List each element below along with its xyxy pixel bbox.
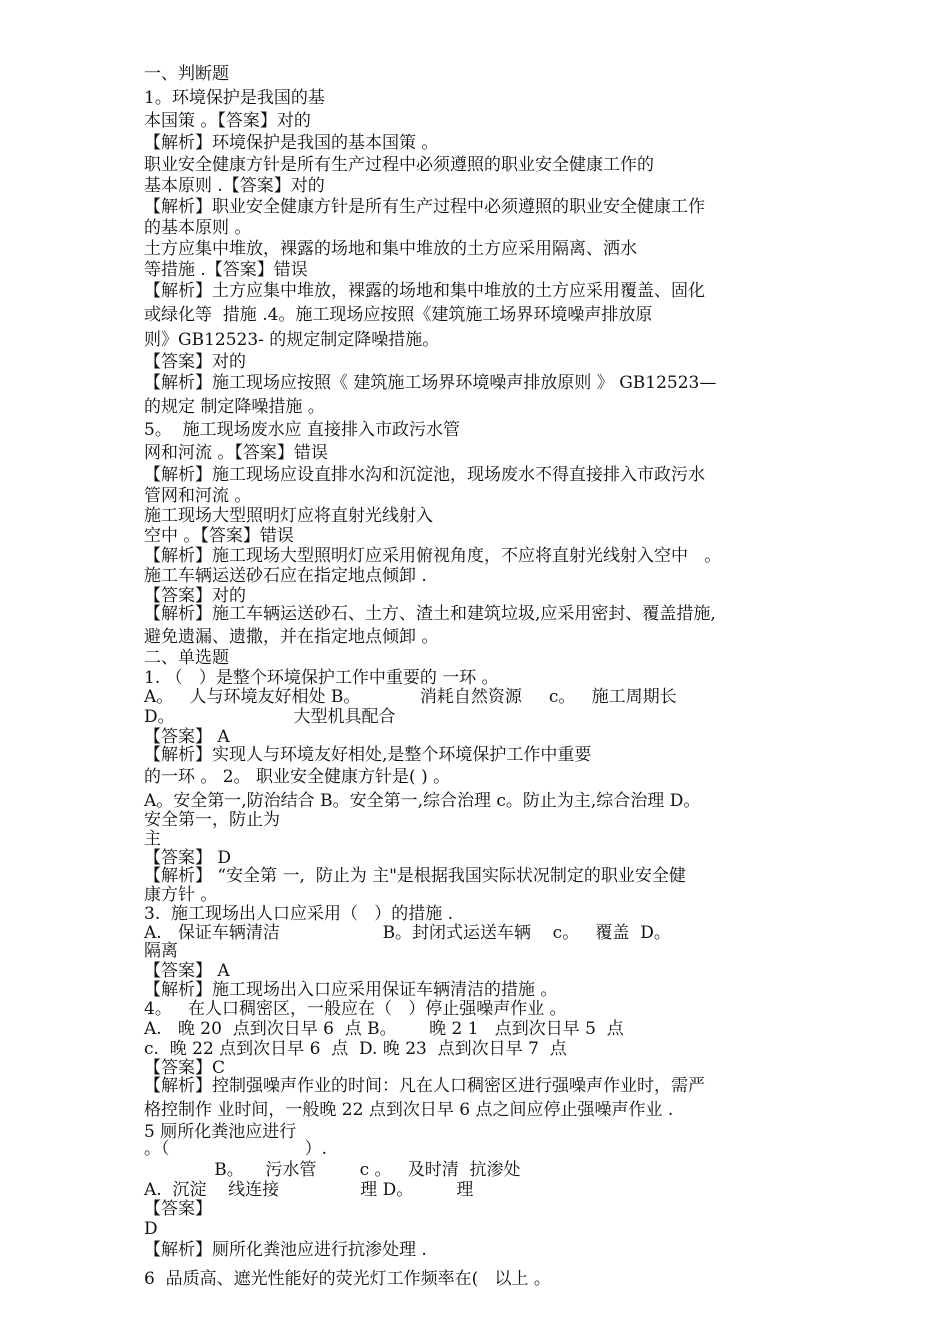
text-line: 【解析】 “安全第 一, 防止为 主"是根据我国实际状况制定的职业安全健 [144, 866, 686, 886]
text-line: 【答案】 A [144, 727, 230, 747]
text-line: 的规定 制定降噪措施 。 [144, 397, 325, 417]
text-line: 1. （ ）是整个环境保护工作中重要的 一环 。 [144, 668, 499, 688]
text-line: 等措施 .【答案】错误 [144, 260, 308, 280]
text-line: 格控制作 业时间，一般晚 22 点到次日早 6 点之间应停止强噪声作业 . [144, 1100, 674, 1120]
text-line: 土方应集中堆放，裸露的场地和集中堆放的土方应采用隔离、洒水 [144, 239, 637, 259]
text-line: 【解析】施工现场大型照明灯应采用俯视角度，不应将直射光线射入空中 。 [144, 546, 722, 566]
text-line: 的基本原则 。 [144, 218, 252, 238]
text-line: 【解析】土方应集中堆放，裸露的场地和集中堆放的土方应采用覆盖、固化 [144, 281, 705, 301]
text-line: A. 保证车辆清洁 B。封闭式运送车辆 c。 覆盖 D。 [144, 923, 671, 943]
text-line: 5。 施工现场废水应 直接排入市政污水管 [144, 420, 461, 440]
text-line: 【答案】 A [144, 961, 230, 981]
text-line: 【答案】 D [144, 848, 232, 868]
text-line: 康方针 。 [144, 885, 218, 905]
text-line: 网和河流 。【答案】错误 [144, 443, 328, 463]
text-line: 【解析】实现人与环境友好相处,是整个环境保护工作中重要 [144, 745, 592, 765]
text-line: 1。环境保护是我国的基 [144, 88, 325, 108]
text-line: 【答案】对的 [144, 352, 246, 372]
text-line: 施工车辆运送砂石应在指定地点倾卸 . [144, 566, 427, 586]
text-line: 3. 施工现场出人口应采用（ ）的措施 . [144, 904, 454, 924]
text-line: 本国策 。【答案】对的 [144, 111, 311, 131]
text-line: 。（ ）. [144, 1139, 327, 1159]
text-line: 空中 。【答案】错误 [144, 526, 294, 546]
section-heading-single-choice: 二、单选题 [144, 648, 229, 668]
text-line: 主 [144, 829, 161, 849]
text-line: B。 污水管 c 。 及时清 抗渗处 [144, 1160, 521, 1180]
text-line: A. 晚 20 点到次日早 6 点 B。 晚 2 1 点到次日早 5 点 [144, 1019, 624, 1039]
text-line: 【解析】施工现场应设直排水沟和沉淀池，现场废水不得直接排入市政污水 [144, 465, 705, 485]
text-line: 【解析】厕所化粪池应进行抗渗处理 . [144, 1240, 427, 1260]
text-line: D [144, 1219, 158, 1239]
text-line: 【解析】职业安全健康方针是所有生产过程中必须遵照的职业安全健康工作 [144, 197, 705, 217]
text-line: 则》GB12523- 的规定制定降噪措施。 [144, 330, 440, 350]
text-line: 基本原则 .【答案】对的 [144, 176, 325, 196]
text-line: 【答案】对的 [144, 586, 246, 606]
text-line: A。安全第一,防治结合 B。安全第一,综合治理 c。防止为主,综合治理 D。 [144, 791, 701, 811]
text-line: 施工现场大型照明灯应将直射光线射入 [144, 506, 433, 526]
section-heading-judgement: 一、判断题 [144, 64, 229, 84]
text-line: 【解析】控制强噪声作业的时间：凡在人口稠密区进行强噪声作业时，需严 [144, 1076, 705, 1096]
text-line: 【解析】环境保护是我国的基本国策 。 [144, 133, 439, 153]
text-line: 6 品质高、遮光性能好的荧光灯工作频率在( 以上 。 [144, 1269, 551, 1289]
text-line: 职业安全健康方针是所有生产过程中必须遵照的职业安全健康工作的 [144, 155, 654, 175]
text-line: 的一环 。 2。 职业安全健康方针是( ) 。 [144, 767, 451, 787]
text-line: 4。 在人口稠密区，一般应在（ ）停止强噪声作业 。 [144, 999, 567, 1019]
text-line: A。 人与环境友好相处 B。 消耗自然资源 c。 施工周期长 [144, 687, 677, 707]
text-line: A. 沉淀 线连接 理 D。 理 [144, 1180, 474, 1200]
text-line: D。 大型机具配合 [144, 707, 396, 727]
text-line: 或绿化等 措施 .4。施工现场应按照《建筑施工场界环境噪声排放原 [144, 305, 653, 325]
text-line: 5 厕所化粪池应进行 [144, 1122, 297, 1142]
text-line: 【答案】 [144, 1199, 212, 1219]
text-line: 隔离 [144, 941, 178, 961]
text-line: 安全第一，防止为 [144, 810, 280, 830]
text-line: c. 晚 22 点到次日早 6 点 D. 晚 23 点到次日早 7 点 [144, 1039, 567, 1059]
text-line: 【解析】施工现场应按照《 建筑施工场界环境噪声排放原则 》 GB12523— [144, 373, 717, 393]
text-line: 避免遗漏、遗撒，并在指定地点倾卸 。 [144, 627, 439, 647]
text-line: 【解析】施工车辆运送砂石、土方、渣土和建筑垃圾,应采用密封、覆盖措施, [144, 604, 716, 624]
text-line: 【答案】C [144, 1058, 226, 1078]
text-line: 管网和河流 。 [144, 486, 252, 506]
text-line: 【解析】施工现场出入口应采用保证车辆清洁的措施 。 [144, 980, 558, 1000]
